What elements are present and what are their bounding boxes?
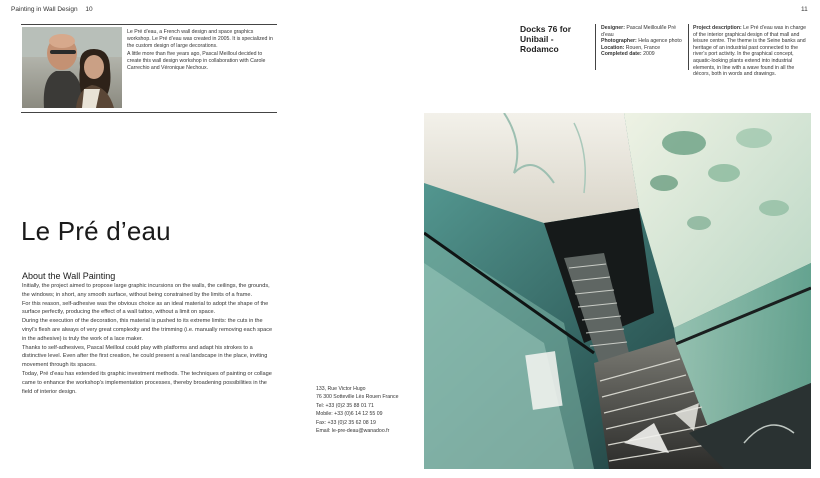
email-line: Email: le-pre-deau@wanadoo.fr bbox=[316, 428, 390, 435]
intro-paragraph: Le Pré d’eau, a French wall design and space graphics workshop. Le Pré d’eau was created in 2005. It is specialized in the custom design of large decorations. bbox=[127, 29, 273, 50]
body-paragraph: During the execution of the decoration, this material is pushed to its extreme limits: the cuts in the vinyl’s flesh are always of very great complexity and the trimming (i.e. manually removing each space in the adhesive) is truly the work of a lace maker. bbox=[22, 318, 273, 342]
header-divider-2 bbox=[688, 24, 689, 70]
running-header-left bbox=[11, 6, 93, 13]
fax-line: Fax: +33 (0)2 35 62 08 19 bbox=[316, 419, 376, 426]
meta-photographer: Photographer: Hela agence photo bbox=[601, 38, 682, 45]
intro-bottom-rule bbox=[21, 112, 277, 113]
page-number-right: 11 bbox=[801, 6, 808, 13]
body-paragraph: Initially, the project aimed to propose large graphic incursions on the walls, the ceilings, the grounds, the windows; in short, any smooth surface, without being constrained by the limits of a frame. bbox=[22, 283, 270, 298]
intro-text bbox=[127, 29, 275, 72]
portrait-image bbox=[22, 27, 122, 108]
mall-interior-image bbox=[424, 113, 811, 469]
escalator-photo bbox=[424, 113, 811, 469]
phone-line: Tel: +33 (0)2 35 88 01 71 bbox=[316, 402, 374, 409]
description-label: Project description: bbox=[693, 25, 742, 31]
contact-block bbox=[316, 385, 416, 435]
body-text bbox=[22, 282, 278, 396]
page-title: Le Pré d’eau bbox=[21, 216, 171, 246]
body-paragraph: Thanks to self-adhesives, Pascal Meilloul could play with platforms and adapt his strokes to a distinctive level. Even after the first creation, he could present a real landscape in the place, inviting movement through its spaces. bbox=[22, 344, 268, 369]
section-heading: About the Wall Painting bbox=[22, 271, 116, 281]
meta-designer: Designer: Pascal Meilloul/le Pré d’eau bbox=[601, 25, 676, 38]
project-description bbox=[693, 25, 809, 78]
meta-completed-date: Completed date: 2009 bbox=[601, 51, 655, 58]
body-paragraph: Today, Pré d’eau has extended its graphic investment methods. The techniques of painting or collage came to enhance the workshop’s implementation processes, thereby broadening possibilities in the field of interior design. bbox=[22, 370, 272, 395]
project-title: Docks 76 for Unibail - Rodamco bbox=[520, 24, 572, 54]
meta-location: Location: Rouen, France bbox=[601, 44, 661, 51]
designer-portrait-photo bbox=[22, 27, 122, 108]
body-paragraph: For this reason, self-adhesive was the obvious choice as an ideal material to adopt the shape of the surface perfectly, producing the effect of a wall tattoo, without a limit on space. bbox=[22, 300, 269, 316]
address-line: 133, Rue Victor Hugo bbox=[316, 386, 366, 392]
intro-top-rule bbox=[21, 24, 277, 25]
header-divider-1 bbox=[595, 24, 596, 70]
book-title: Painting in Wall Design bbox=[11, 6, 78, 13]
project-meta bbox=[601, 25, 689, 58]
page-number-left: 10 bbox=[85, 6, 93, 13]
mobile-line: Mobile: +33 (0)6 14 12 55 09 bbox=[316, 411, 383, 418]
description-text: Le Pré d’eau was in charge of the interior graphical design of that mall and leisure centre. The theme is the Seine banks and heritage of an industrial past connected to the river’s port activity. In the graphical concept, aquatic-looking plants extend into industrial elements, in line with a wave found in all the décors, both in words and drawings. bbox=[693, 25, 807, 78]
city-line: 76 300 Sotteville Lès Rouen France bbox=[316, 394, 399, 401]
intro-paragraph: A little more than five years ago, Pascal Meilloul decided to create this wall design workshop in collaboration with Carole Carrechio and Véronique Nechoux. bbox=[127, 50, 266, 72]
